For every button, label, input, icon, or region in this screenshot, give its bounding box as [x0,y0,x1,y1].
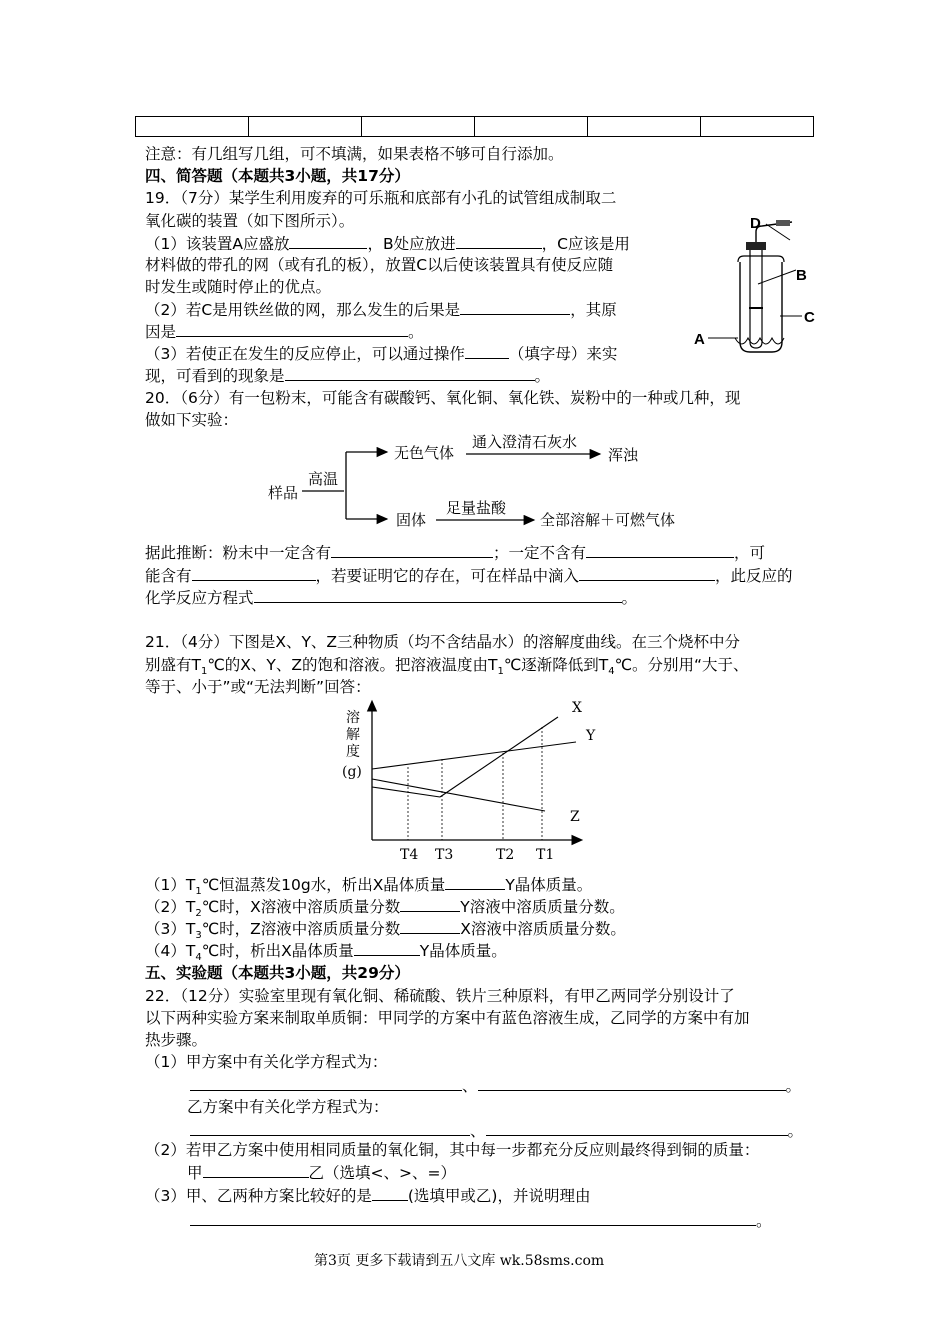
q21-stem2d: ℃。分别用“大于、 [614,656,749,674]
subscript: 1 [195,886,202,898]
q19-p2c: 因是 [145,323,177,341]
answer-blank[interactable] [190,1118,470,1136]
table-cell [588,117,701,137]
q21-stem2c: ℃逐渐降低到T [503,656,609,674]
q19-p3d: 。 [534,367,551,385]
q20-l2a: 能含有 [145,567,192,585]
q22-p2: （2）若甲乙方案中使用相同质量的氧化铜，其中每一步都充分反应则最终得到铜的质量： [145,1141,760,1159]
y-label-3: 度 [346,744,360,760]
flow-gas: 无色气体 [394,444,455,462]
q19-p2b: ，其原 [570,301,617,319]
tick-t2: T2 [496,847,515,863]
q20-line2 [145,563,793,586]
q19-part3-cont [145,363,550,386]
q19-part2-cont [145,319,424,342]
q19-p2a: （2）若C是用铁丝做的网，那么发生的后果是 [145,301,461,319]
q19-p1b: ，B处应放进 [367,235,456,253]
q19-p1a: （1）该装置A应盛放 [145,235,290,253]
curve-label-x: X [572,700,582,716]
q21-a3c: X溶液中溶质质量分数。 [460,920,626,938]
solubility-chart [340,695,620,870]
bottle-neck [738,256,784,262]
period: 。 [785,1077,802,1095]
answer-blank[interactable] [400,894,460,912]
q21-a2b: ℃时，X溶液中溶质质量分数 [201,898,401,916]
separator: 、 [462,1077,478,1095]
page-footer: 第3页 更多下载请到五八文库 wk.58sms.com [314,1253,605,1269]
q19-stem2: 氧化碳的装置（如下图所示）。 [145,212,355,230]
answer-blank[interactable] [579,563,715,581]
q20-line3 [145,585,637,608]
flow-diagram [260,430,700,540]
flow-solid: 固体 [396,511,427,529]
y-label-2: 解 [346,727,360,743]
test-tube [750,248,762,348]
q22-p2-answer [187,1160,456,1183]
q19-p3b: （填字母）来实 [508,345,618,363]
flow-limewater: 通入澄清石灰水 [472,433,578,451]
q19-p2d: 。 [408,323,424,341]
subscript: 4 [608,666,615,678]
curve-label-z: Z [570,809,580,825]
q22-p3b: (选填甲或乙)，并说明理由 [407,1187,591,1205]
q22-stem3: 热步骤。 [145,1031,208,1049]
separator: 、 [470,1122,486,1140]
q21-a3b: ℃时，Z溶液中溶质质量分数 [201,920,401,938]
tick-t4: T4 [400,847,419,863]
flow-turbid: 浑浊 [608,446,639,464]
answer-table [135,116,814,137]
q21-stem3: 等于、小于”或“无法判断”回答： [145,678,371,696]
q20-l1b: ；一定不含有 [493,544,587,562]
q22-p2b: 乙（选填<、>、=） [308,1164,456,1182]
q19-p1e: 时发生或随时停止的优点。 [145,278,332,296]
pointer-b [758,270,796,284]
answer-blank[interactable] [176,319,408,337]
flow-hcl: 足量盐酸 [446,499,507,517]
answer-blank[interactable] [465,341,509,359]
q21-a4 [145,938,507,963]
q21-a2c: Y溶液中溶质质量分数。 [460,898,625,916]
note: 注意：有几组写几组，可不填满，如果表格不够可自行添加。 [145,145,564,163]
q19-part3 [145,341,617,364]
q22-p3 [145,1183,590,1206]
q22-p3a: （3）甲、乙两种方案比较好的是 [145,1187,372,1205]
answer-blank[interactable] [203,1160,309,1178]
apparatus-figure [680,210,830,360]
answer-blank[interactable] [372,1183,408,1201]
curve-x-lower [372,787,440,797]
period: 。 [787,1122,804,1140]
q21-stem2b: ℃的X、Y、Z的饱和溶液。把溶液温度由T [207,656,498,674]
q19-p1c: ，C应该是用 [541,235,630,253]
q21-stem1: 21．（4分）下图是X、Y、Z三种物质（均不含结晶水）的溶解度曲线。在三个烧杯中分 [145,633,741,651]
label-b: B [796,267,807,284]
q19-stem1: 19．（7分）某学生利用废弃的可乐瓶和底部有小孔的试管组成制取二 [145,189,617,207]
q20-l3a: 化学反应方程式 [145,589,254,607]
q19-p3c: 现，可看到的现象是 [145,367,285,385]
answer-blank[interactable] [486,1118,788,1136]
subscript: 4 [195,952,202,964]
curve-label-y: Y [586,728,596,744]
subscript: 2 [195,908,202,920]
q19-p3a: （3）若使正在发生的反应停止，可以通过操作 [145,345,465,363]
label-d: D [750,215,761,232]
q21-a1b: ℃恒温蒸发10g水，析出X晶体质量 [201,876,446,894]
y-label-4: (g) [342,764,362,780]
answer-blank[interactable] [456,231,542,249]
flow-high-temp: 高温 [308,470,339,488]
answer-blank[interactable] [586,540,734,558]
q22-p2a: 甲 [187,1164,203,1182]
q19-part2 [145,297,617,320]
curve-x [440,717,558,797]
answer-blank[interactable] [354,938,420,956]
tick-t3: T3 [435,847,454,863]
answer-blank[interactable] [289,231,367,249]
section4-heading: 四、简答题（本题共3小题，共17分） [145,167,410,185]
table-cell [249,117,362,137]
q22-p1: （1）甲方案中有关化学方程式为： [145,1053,388,1071]
q20-l3b: 。 [621,589,638,607]
answer-blank[interactable] [190,1208,756,1226]
q22-reason-line [190,1208,772,1231]
answer-blank[interactable] [331,540,493,558]
answer-blank[interactable] [445,872,505,890]
q22-eq-line1 [190,1073,801,1096]
q20-stem1: 20．（6分）有一包粉末，可能含有碳酸钙、氧化铜、氧化铁、炭粉中的一种或几种，现 [145,389,741,407]
tick-t1: T1 [536,847,555,863]
table-cell [701,117,814,137]
pointer-d [766,224,790,240]
y-label-1: 溶 [346,710,360,726]
q20-stem2: 做如下实验： [145,411,239,429]
flow-result: 全部溶解＋可燃气体 [540,511,676,529]
q20-l1a: 据此推断：粉末中一定含有 [145,544,332,562]
answer-blank[interactable] [478,1073,786,1091]
curve-y [372,742,576,769]
table-cell [475,117,588,137]
q22-stem2: 以下两种实验方案来制取单质铜：甲同学的方案中有蓝色溶液生成，乙同学的方案中有加 [145,1009,750,1027]
flow-sample: 样品 [268,484,299,502]
q21-a1a: （1）T [145,876,196,894]
liquid-wave [735,338,784,344]
label-c: C [804,309,815,326]
q20-line1 [145,540,765,563]
q19-part1 [145,231,630,254]
q21-a4a: （4）T [145,942,196,960]
clamp-d [776,220,790,226]
q19-p1d: 材料做的带孔的网（或有孔的板），放置C以后使该装置具有使反应随 [145,256,614,274]
label-a: A [694,331,705,348]
table-cell [362,117,475,137]
subscript: 1 [497,666,504,678]
period: 。 [756,1212,772,1230]
q21-a4b: ℃时，析出X晶体质量 [201,942,354,960]
table-cell [136,117,249,137]
answer-blank[interactable] [285,363,535,381]
q20-l2c: ，此反应的 [715,567,793,585]
q20-l2b: ，若要证明它的存在，可在样品中滴入 [315,567,580,585]
answer-blank[interactable] [254,585,622,603]
q21-a1c: Y晶体质量。 [505,876,593,894]
q20-l1c: ，可 [734,544,766,562]
answer-blank[interactable] [400,916,460,934]
q21-stem2 [145,653,749,677]
q21-a4c: Y晶体质量。 [419,942,507,960]
answer-blank[interactable] [192,563,316,581]
q21-stem2a: 别盛有T [145,656,201,674]
q21-a3a: （3）T [145,920,196,938]
q21-a2a: （2）T [145,898,196,916]
subscript: 3 [195,930,202,942]
section5-heading: 五、实验题（本题共3小题，共29分） [145,964,410,982]
stopper [746,242,766,250]
subscript: 1 [200,666,208,678]
q22-p1b: 乙方案中有关化学方程式为： [187,1098,389,1116]
q22-stem1: 22．（12分）实验室里现有氧化铜、稀硫酸、铁片三种原料，有甲乙两同学分别设计了 [145,987,735,1005]
answer-blank[interactable] [460,297,570,315]
answer-blank[interactable] [190,1073,462,1091]
